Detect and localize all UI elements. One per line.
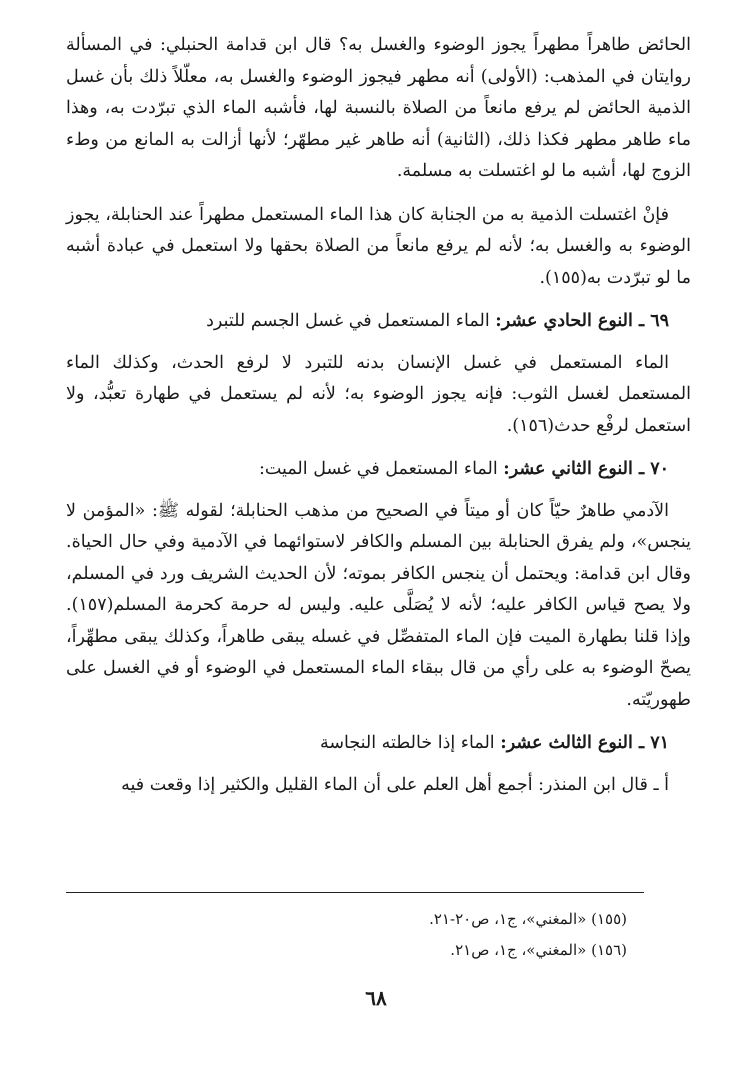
footnote-155: (١٥٥) «المغني»، ج١، ص٢٠-٢١. <box>429 910 627 928</box>
page-number: ٦٨ <box>365 986 387 1010</box>
paragraph-ibn-mundhir: أ ـ قال ابن المنذر: أجمع أهل العلم على أن الماء القليل والكثير إذا وقعت فيه <box>121 774 669 795</box>
footnotes <box>66 904 671 966</box>
heading-type-12 <box>66 454 691 486</box>
heading-type-13-number: ٧١ ـ النوع الثالث عشر: <box>500 733 669 753</box>
page-body <box>66 30 691 801</box>
paragraph-cooling-water: الماء المستعمل في غسل الإنسان بدنه للتبرد لا لرفع الحدث، وكذلك الماء المستعمل لغسل الثوب: فإنه يجوز الوضوء به؛ لأنه لم يستعمل في طهارة تعبُّد، ولا استعمل لرفْع حدث(١٥٦). <box>66 352 691 436</box>
heading-type-13-title: الماء إذا خالطته النجاسة <box>319 733 501 753</box>
heading-type-11-title: الماء المستعمل في غسل الجسم للتبرد <box>206 311 496 331</box>
heading-type-13 <box>66 728 691 760</box>
footnote-156: (١٥٦) «المغني»، ج١، ص٢١. <box>450 941 627 959</box>
paragraph-washing-deceased: الآدمي طاهرٌ حيّاً كان أو ميتاً في الصحيح من مذهب الحنابلة؛ لقوله ﷺ: «المؤمن لا ينجس»، ولم يفرق الحنابلة بين المسلم والكافر لاستوائهما في الآدمية وفي حال الحياة. وقال ابن قدامة: ويحتمل أن ينجس الكافر بموته؛ لأن الحديث الشريف ورد في المسلم، ولا يصح قياس الكافر عليه؛ لأنه لا يُصَلَّى عليه. وليس له حرمة كحرمة المسلم(١٥٧). وإذا قلنا بطهارة الميت فإن الماء المتفصِّل في غسله يبقى طاهراً، وكذلك يبقى مطهِّراً، يصحّ الوضوء به على رأي من قال ببقاء الماء المستعمل في الوضوء أو في الغسل على طهوريّته. <box>66 500 691 710</box>
heading-type-12-title: الماء المستعمل في غسل الميت: <box>258 459 504 479</box>
heading-type-12-number: ٧٠ ـ النوع الثاني عشر: <box>503 459 669 479</box>
paragraph-hanbali-opinion: الحائض طاهراً مطهراً يجوز الوضوء والغسل به؟ قال ابن قدامة الحنبلي: في المسألة روايتان في المذهب: (الأولى) أنه مطهر فيجوز الوضوء والغسل به، معلّلاً ذلك بأن غسل الذمية الحائض لم يرفع مانعاً من الصلاة بالنسبة لها، فأشبه الماء الذي تبرّدت به، وهذا ماء طاهر مطهر فكذا ذلك، (الثانية) أنه طاهر غير مطهّر؛ لأنها أزالت به المانع من وطء الزوج لها، أشبه ما لو اغتسلت به مسلمة. <box>66 35 691 181</box>
paragraph-dhimmi-janabah: فإنْ اغتسلت الذمية به من الجنابة كان هذا الماء المستعمل مطهراً عند الحنابلة، يجوز الوضوء به والغسل به؛ لأنه لم يرفع مانعاً من الصلاة بحقها ولا استعمل في عبادة أشبه ما لو تبرّدت به(١٥٥). <box>66 204 691 288</box>
footnote-divider <box>66 892 644 893</box>
heading-type-11 <box>66 306 691 338</box>
heading-type-11-number: ٦٩ ـ النوع الحادي عشر: <box>495 311 669 331</box>
